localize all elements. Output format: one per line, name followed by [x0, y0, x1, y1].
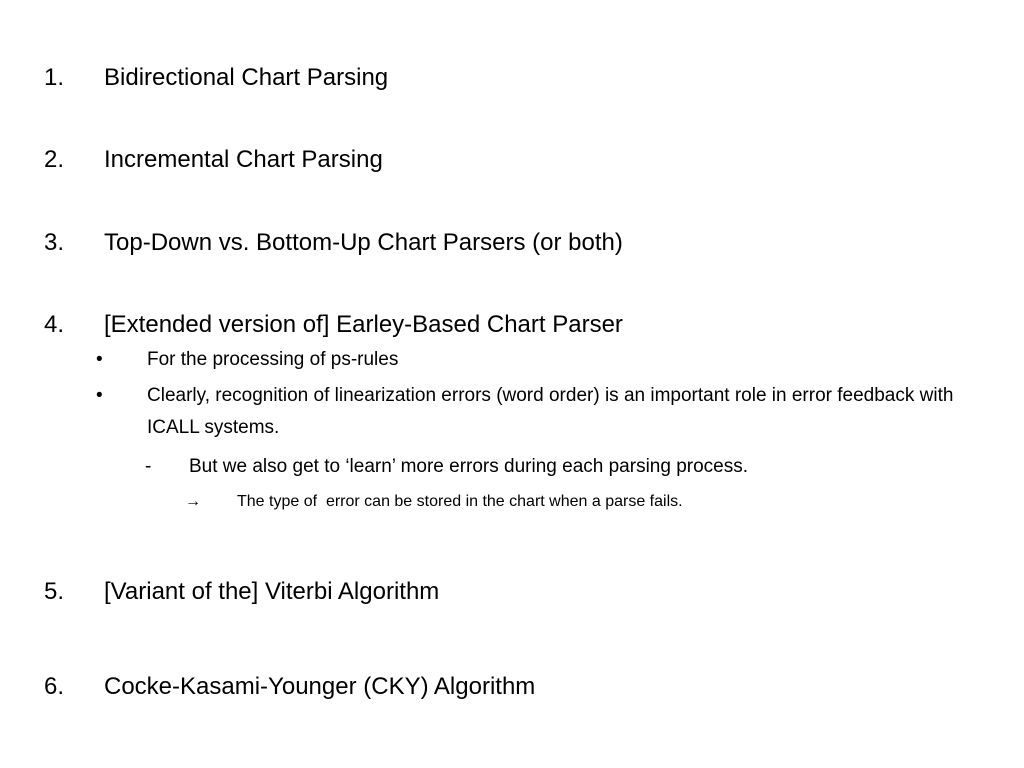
list-item-text: [Extended version of] Earley-Based Chart Parser [104, 311, 623, 338]
bullet-icon: • [96, 349, 103, 370]
list-number: 4. [44, 311, 65, 338]
list-item-text: Top-Down vs. Bottom-Up Chart Parsers (or both) [104, 229, 623, 256]
list-number: 2. [44, 146, 65, 173]
list-number: 5. [44, 578, 65, 605]
sub-bullet-text: Clearly, recognition of linearization errors (word order) is an important role in error feedback with ICALL systems. [147, 385, 954, 438]
bullet-icon: • [96, 385, 103, 406]
list-item-text: Cocke-Kasami-Younger (CKY) Algorithm [104, 673, 536, 700]
dash-marker: - [145, 456, 152, 477]
list-item-text: [Variant of the] Viterbi Algorithm [104, 578, 440, 605]
sub-bullet-text: For the processing of ps-rules [147, 349, 399, 370]
right-arrow-icon: → [185, 493, 201, 510]
list-item-text: Bidirectional Chart Parsing [104, 64, 389, 91]
list-number: 6. [44, 673, 65, 700]
arrow-item-text: The type of error can be stored in the chart when a parse fails. [237, 493, 683, 510]
list-number: 1. [44, 64, 65, 91]
list-item-text: Incremental Chart Parsing [104, 146, 383, 173]
dash-item-text: But we also get to ‘learn’ more errors during each parsing process. [189, 456, 749, 477]
list-number: 3. [44, 229, 65, 256]
